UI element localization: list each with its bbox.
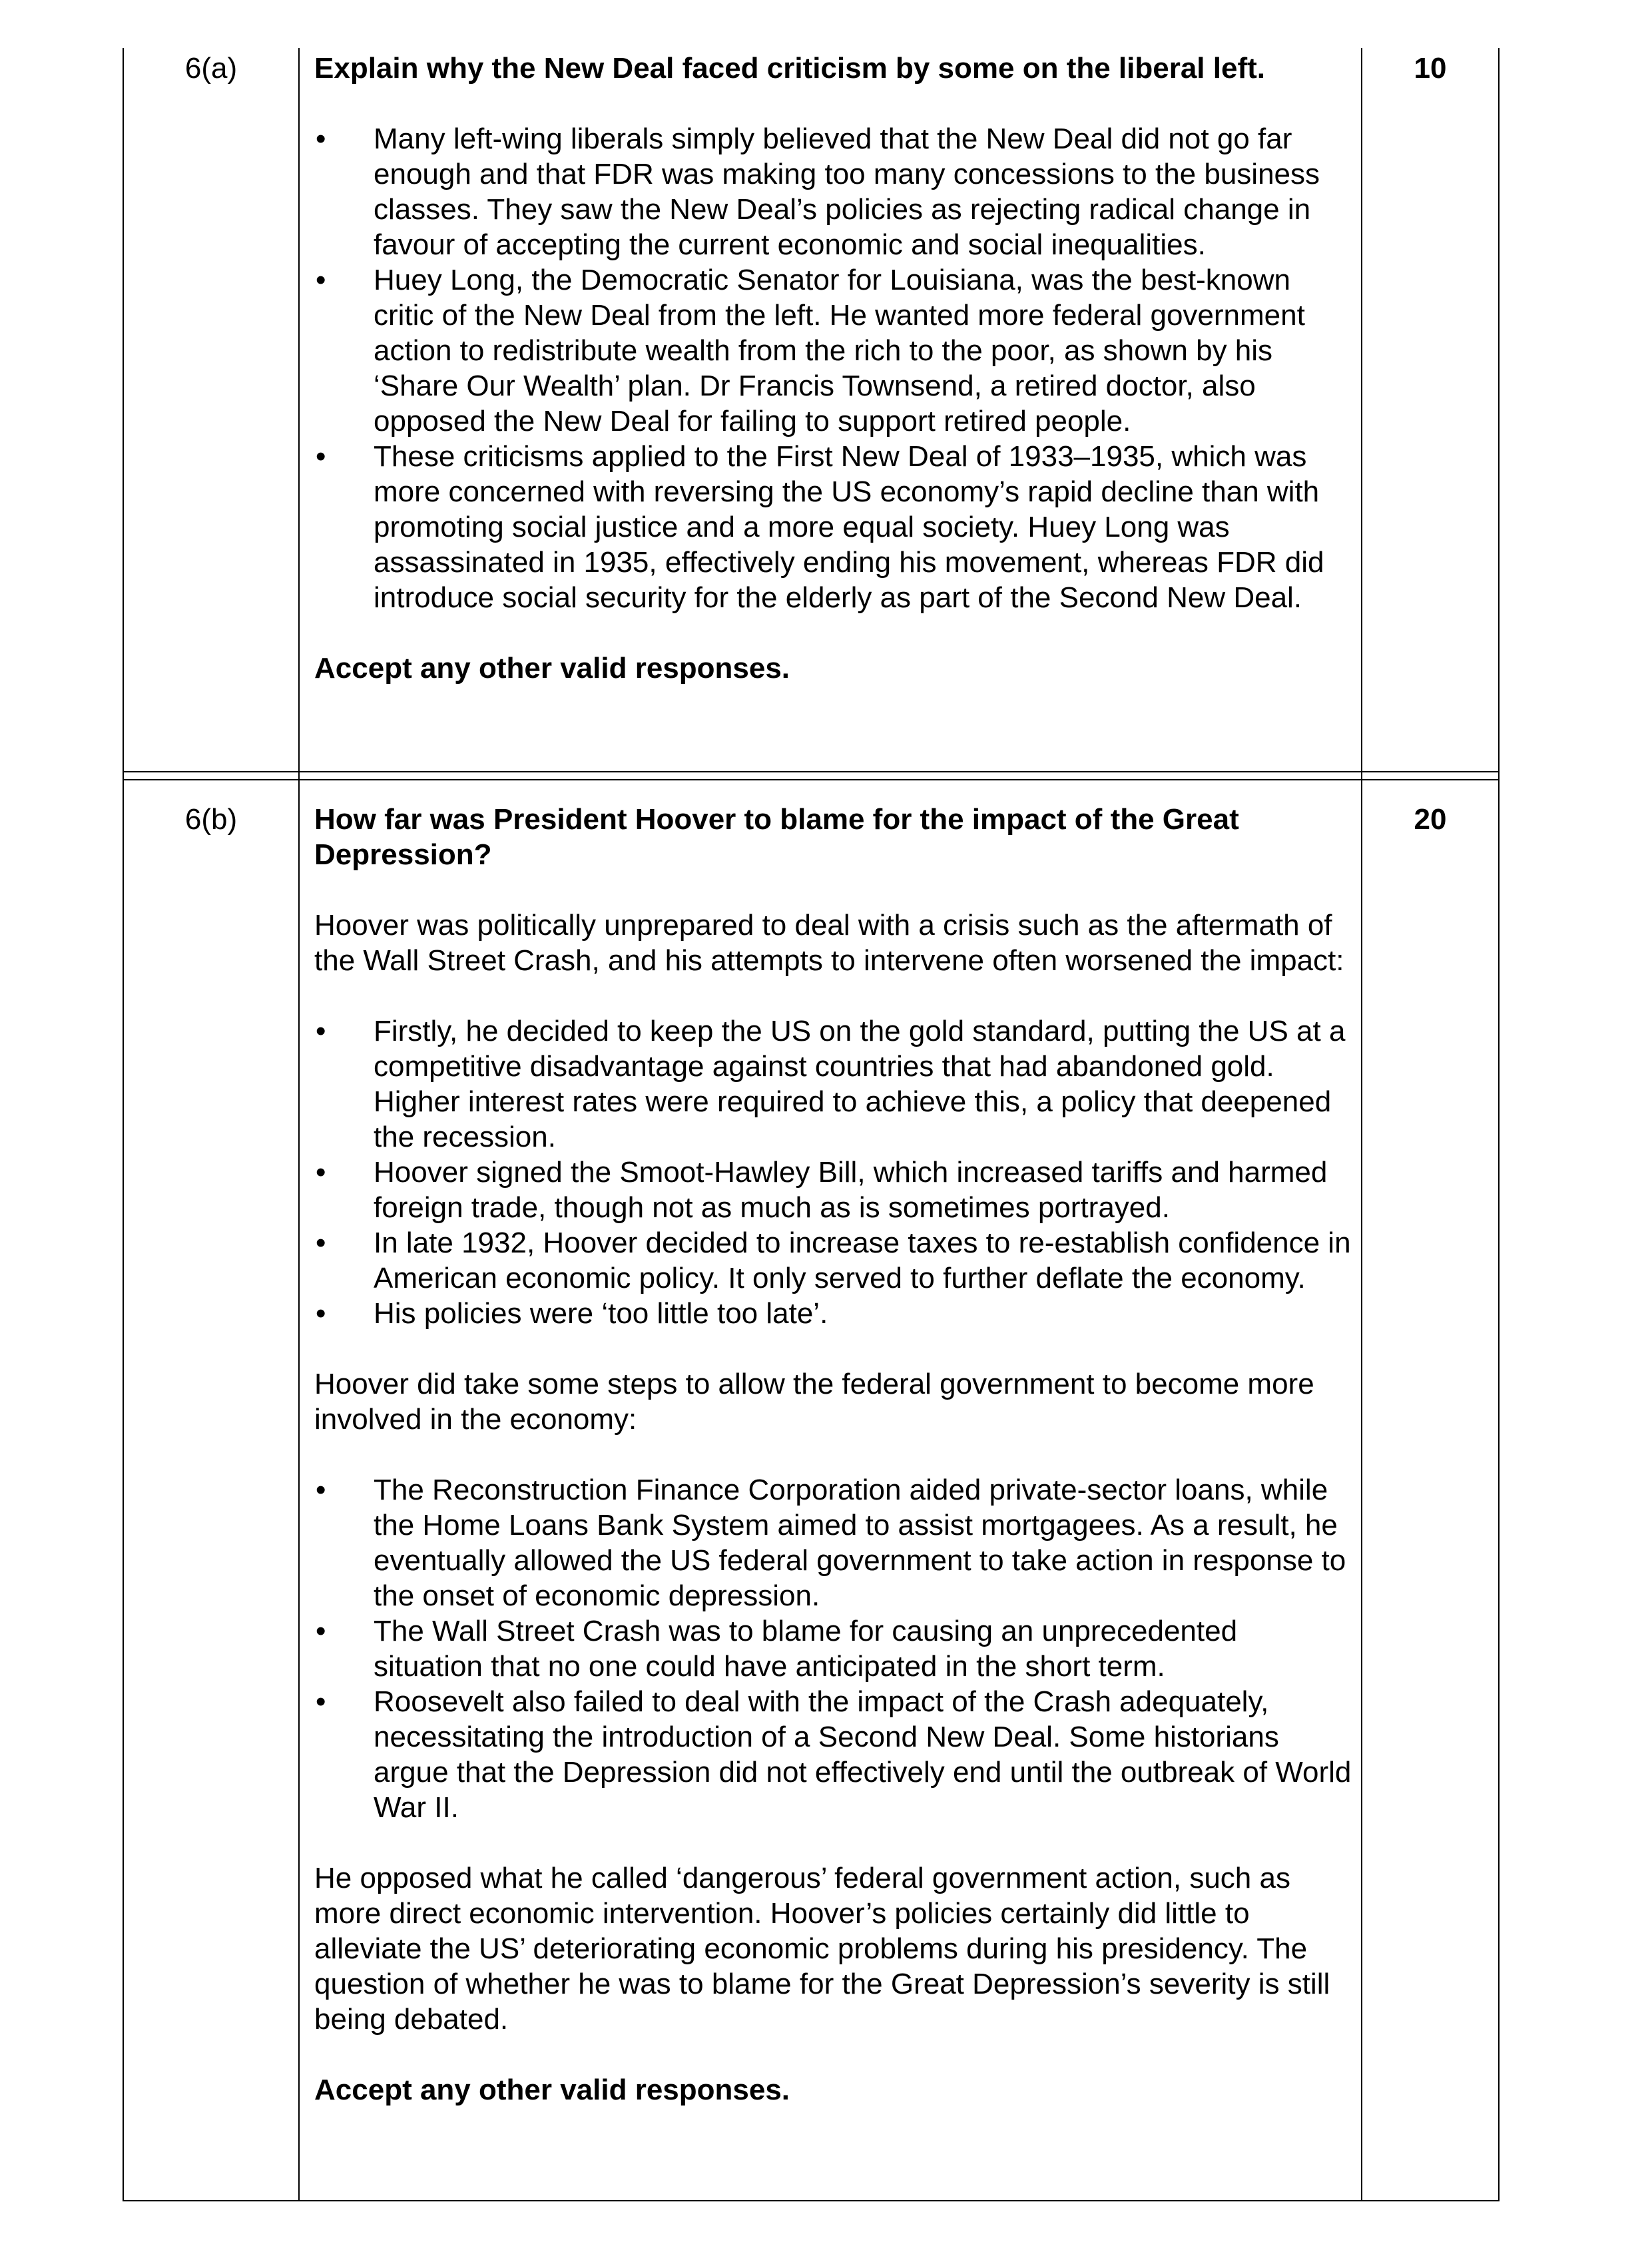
list-item: • His policies were ‘too little too late’. — [316, 1297, 828, 1330]
table-border-left — [123, 48, 124, 2201]
intro-paragraph-2: Hoover did take some steps to allow the federal government to become more involved in the economy: — [314, 1368, 1314, 1436]
accept-note-6a: Accept any other valid responses. — [314, 652, 790, 685]
list-item: • Hoover signed the Smoot-Hawley Bill, which increased tariffs and harmed foreign trade, though not as much as is sometimes portrayed. — [316, 1156, 1328, 1224]
question-title-6b: How far was President Hoover to blame for the impact of the Great Depression? — [314, 803, 1239, 871]
list-item: • Firstly, he decided to keep the US on the gold standard, putting the US at a competitive disadvantage against countries that had abandoned gold. Higher interest rates were required to achieve this, a policy that deepened the recession. — [316, 1015, 1346, 1153]
bullet-list-6b-1 — [314, 1013, 1353, 1331]
bullet-symbol: • — [316, 1297, 326, 1330]
list-item: • The Reconstruction Finance Corporation aided private-sector loans, while the Home Loans Bank System aimed to assist mortgagees. As a result, he eventually allowed the US federal government to take action in response to the onset of economic depression. — [316, 1474, 1346, 1612]
bullet-symbol: • — [316, 1685, 326, 1718]
marks-6a: 10 — [1414, 52, 1447, 85]
bullet-symbol: • — [316, 440, 326, 473]
question-title-6a: Explain why the New Deal faced criticism by some on the liberal left. — [314, 52, 1265, 85]
list-item: • Huey Long, the Democratic Senator for Louisiana, was the best-known critic of the New Deal from the left. He wanted more federal government action to redistribute wealth from the rich to the poor, as shown by his ‘Share Our Wealth’ plan. Dr Francis Townsend, a retired doctor, also opposed the New Deal for failing to support retired people. — [316, 264, 1305, 437]
bullet-list-6b-2 — [314, 1472, 1353, 1825]
bullet-symbol: • — [316, 1227, 326, 1259]
table-border-right — [1498, 48, 1500, 2201]
row-separator-bottom — [123, 779, 1500, 780]
bullet-symbol: • — [316, 1156, 326, 1189]
bullet-symbol: • — [316, 264, 326, 296]
list-item: • Roosevelt also failed to deal with the impact of the Crash adequately, necessitating the introduction of a Second New Deal. Some historians argue that the Depression did not effectively end until the outbreak of World War II. — [316, 1685, 1352, 1824]
answer-content-6a — [314, 51, 1353, 686]
list-item: • These criticisms applied to the First New Deal of 1933–1935, which was more concerned with reversing the US economy’s rapid decline than with promoting social justice and a more equal society. Huey Long was assassinated in 1935, effectively ending his movement, whereas FDR did introduce social security for the elderly as part of the Second New Deal. — [316, 440, 1324, 614]
list-item: • In late 1932, Hoover decided to increase taxes to re-establish confidence in American economic policy. It only served to further deflate the economy. — [316, 1227, 1351, 1294]
accept-note-6b: Accept any other valid responses. — [314, 2074, 790, 2106]
intro-paragraph-1: Hoover was politically unprepared to deal with a crisis such as the aftermath of the Wall Street Crash, and his attempts to intervene often worsened the impact: — [314, 909, 1344, 977]
conclusion-paragraph: He opposed what he called ‘dangerous’ federal government action, such as more direct economic intervention. Hoover’s policies certainly did little to alleviate the US’ deteriorating economic problems during his presidency. The question of whether he was to blame for the Great Depression’s severity is still being debated. — [314, 1862, 1330, 2036]
question-number-6a: 6(a) — [184, 52, 238, 85]
list-item: • Many left-wing liberals simply believed that the New Deal did not go far enough and that FDR was making too many concessions to the business classes. They saw the New Deal’s policies as rejecting radical change in favour of accepting the current economic and social inequalities. — [316, 123, 1320, 261]
bullet-symbol: • — [316, 1474, 326, 1506]
table-divider-number — [298, 48, 300, 2201]
bullet-symbol: • — [316, 1015, 326, 1047]
table-divider-marks — [1361, 48, 1362, 2201]
bullet-list-6a — [314, 121, 1353, 615]
table-border-bottom — [123, 2200, 1500, 2201]
answer-content-6b — [314, 802, 1353, 2108]
list-item: • The Wall Street Crash was to blame for causing an unprecedented situation that no one could have anticipated in the short term. — [316, 1615, 1238, 1683]
row-separator-top — [123, 771, 1500, 772]
bullet-symbol: • — [316, 123, 326, 155]
question-number-6b: 6(b) — [184, 803, 238, 836]
bullet-symbol: • — [316, 1615, 326, 1647]
marks-6b: 20 — [1414, 803, 1447, 836]
